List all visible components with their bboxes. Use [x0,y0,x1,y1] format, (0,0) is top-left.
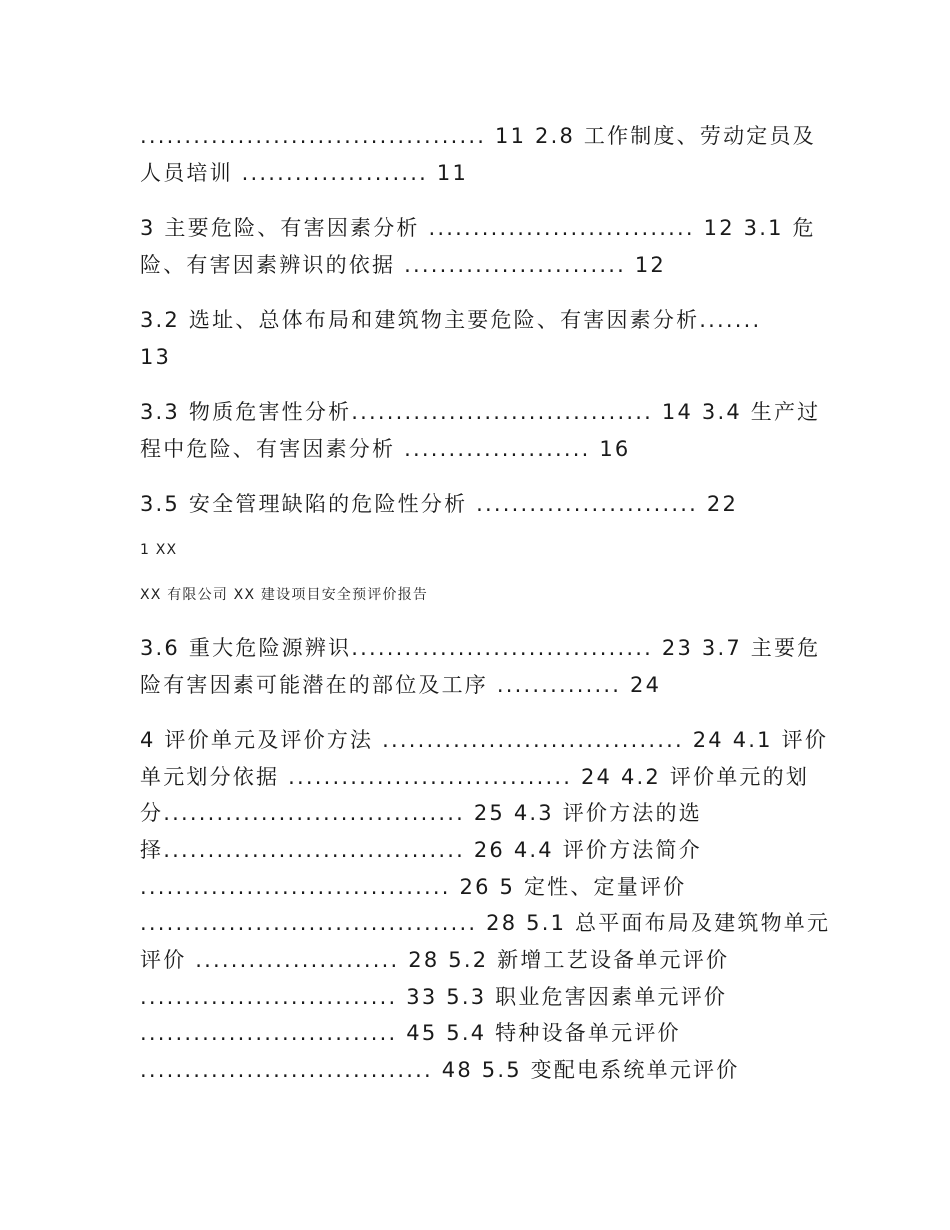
toc-line: ................................. 48 5.5 变配电系统单元评价 [140,1058,740,1082]
toc-line: 险有害因素可能潜在的部位及工序 .............. 24 [140,673,662,697]
toc-line: 择.................................. 26 4.4 评价方法简介 [140,838,702,862]
page-header: XX 有限公司 XX 建设项目安全预评价报告 [140,587,429,603]
toc-line: ...................................... 28 5.1 总平面布局及建筑物单元 [140,911,831,935]
toc-line: 4 评价单元及评价方法 .................................. 24 4.1 评价 [140,728,829,752]
toc-line: 评价 ....................... 28 5.2 新增工艺设备单元评价 [140,948,730,972]
toc-line: 程中危险、有害因素分析 ..................... 16 [140,437,631,461]
toc-line: ................................... 26 5 定性、定量评价 [140,875,687,899]
toc-line: 分.................................. 25 4.3 评价方法的选 [140,801,702,825]
toc-line: 3.2 选址、总体布局和建筑物主要危险、有害因素分析....... [140,308,762,332]
toc-line: 单元划分依据 ................................ 24 4.2 评价单元的划 [140,765,810,789]
page-footer: 1 XX [140,542,178,558]
toc-line: 3 主要危险、有害因素分析 .............................. 12 3.1 危 [140,216,816,240]
toc-line: 13 [140,345,172,369]
toc-line: ....................................... 11 2.8 工作制度、劳动定员及 [140,124,816,148]
toc-line: 3.5 安全管理缺陷的危险性分析 ......................... 22 [140,492,739,516]
toc-line: 3.6 重大危险源辨识.................................. 23 3.7 主要危 [140,636,821,660]
toc-line: ............................. 33 5.3 职业危害因素单元评价 [140,985,728,1009]
toc-line: 3.3 物质危害性分析.................................. 14 3.4 生产过 [140,400,821,424]
toc-line: 险、有害因素辨识的依据 ......................... 12 [140,253,666,277]
toc-line: 人员培训 ..................... 11 [140,161,469,185]
toc-line: ............................. 45 5.4 特种设备单元评价 [140,1021,681,1045]
